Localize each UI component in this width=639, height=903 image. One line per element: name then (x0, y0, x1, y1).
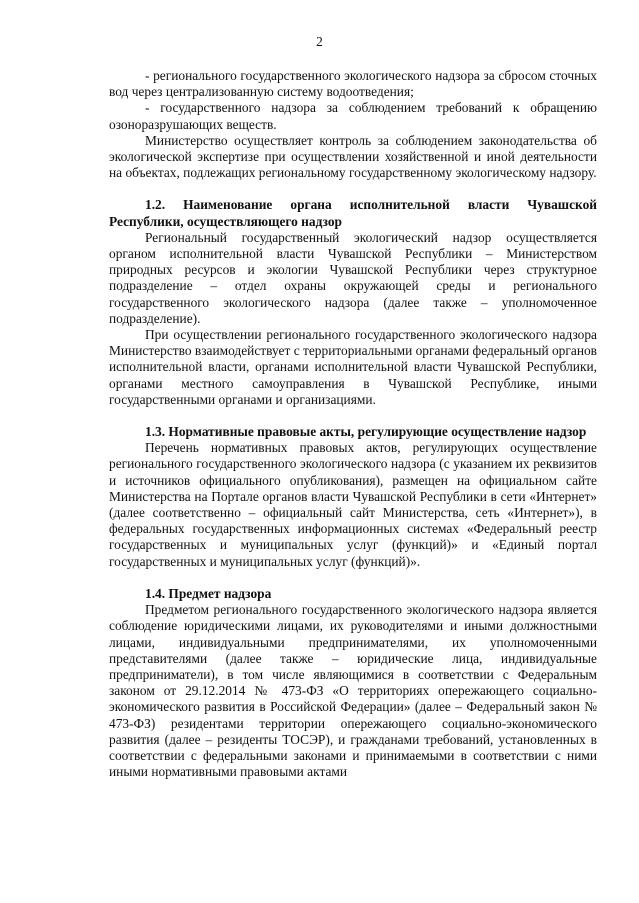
intro-paragraph: Министерство осуществляет контроль за соблюдением законодательства об экологической экспертизе при осуществлении хозяйственной и иной деятельности на объектах, подлежащих региональному государственному экологическому надзору. (109, 132, 597, 181)
section-gap (109, 181, 597, 197)
section-heading-legal-acts: 1.3. Нормативные правовые акты, регулирующие осуществление надзор (145, 424, 587, 440)
section-heading-authority: 1.2. Наименование органа исполнительной власти Чувашской Республики, осуществляющего надзор (109, 197, 597, 229)
paragraph-subject-1: Предметом регионального государственного экологического надзора является соблюдение юридическими лицами, их руководителями и иными должностными лицами, индивидуальными предпринимателями, их уполномоченными представителями (далее также – юридические лица, индивидуальные предприниматели), в том числе являющимися в соответствии с Федеральным законом от 29.12.2014 № 473-ФЗ «О территориях опережающего социально-экономического развития в Российской Федерации» (далее – Федеральный закон № 473-ФЗ) резидентами территории опережающего социально-экономического развития (далее – резиденты ТОСЭР), и гражданами требований, установленных в соответствии с федеральными законами и принимаемыми в соответствии с ними иными нормативными правовыми актами (109, 602, 597, 780)
paragraph-authority-2: При осуществлении регионального государственного экологического надзора Министерство взаимодействует с территориальными органами федеральный органов исполнительной власти, органами исполнительной власти Чувашской Республики, органами местного самоуправления в Чувашской Республике, иными государственными органами и организациями. (109, 327, 597, 407)
section-heading-subject: 1.4. Предмет надзора (145, 585, 272, 601)
intro-bullet-ozone: - государственного надзора за соблюдением требований к обращению озоноразрушающих веществ. (109, 100, 597, 132)
section-gap (109, 408, 597, 424)
paragraph-legal-acts-1: Перечень нормативных правовых актов, регулирующих осуществление регионального государственного экологического надзора (с указанием их реквизитов и источников официального опубликования), размещен на официальном сайте Министерства на Портале органов власти Чувашской Республики в сети «Интернет» (далее соответственно – официальный сайт Министерства, сеть «Интернет»), в федеральных государственных информационных системах «Федеральный реестр государственных и муниципальных услуг (функций)» и «Единый портал государственных и муниципальных услуг (функций)». (109, 440, 597, 569)
document-body (109, 68, 597, 780)
intro-bullet-sewage: - регионального государственного экологического надзора за сбросом сточных вод через централизованную систему водоотведения; (109, 68, 597, 100)
paragraph-authority-1: Региональный государственный экологический надзор осуществляется органом исполнительной власти Чувашской Республики – Министерством природных ресурсов и экологии Чувашской Республики через структурное подразделение – отдел охраны окружающей среды и регионального государственного экологического надзора (далее также – уполномоченное подразделение). (109, 229, 597, 326)
page-number: 2 (316, 34, 323, 49)
section-gap (109, 570, 597, 586)
